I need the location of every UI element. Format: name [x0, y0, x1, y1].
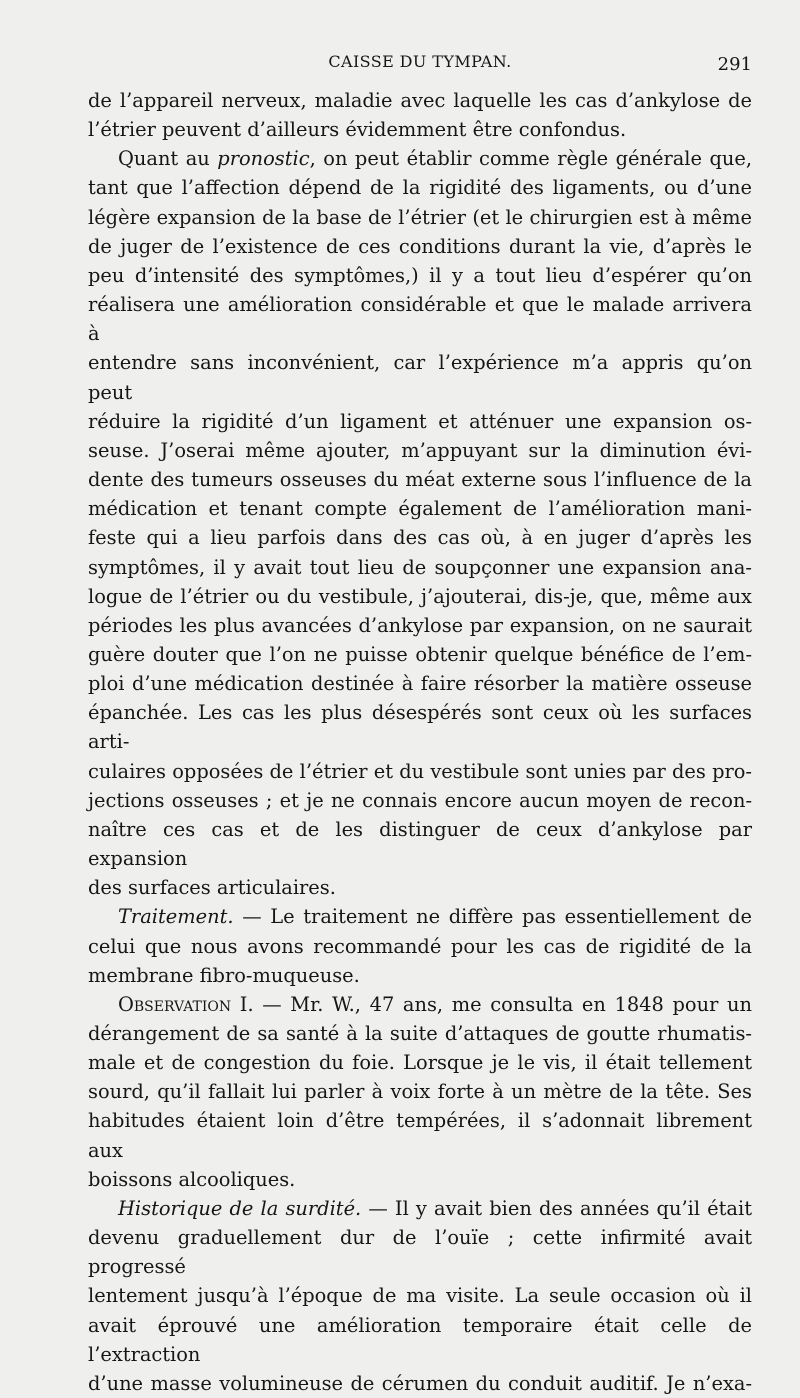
- text-line: celui que nous avons recommandé pour les cas de rigidité de la: [88, 934, 752, 958]
- text-line: d’une masse volumineuse de cérumen du conduit auditif. Je n’exa-: [88, 1371, 752, 1395]
- text-line: ploi d’une médication destinée à faire résorber la matière osseuse: [88, 672, 752, 696]
- text-line: l’étrier peuvent d’ailleurs évidemment être confondus.: [88, 118, 627, 142]
- text-line: [88, 990, 752, 1019]
- text-line: lentement jusqu’à l’époque de ma visite. La seule occasion où il: [88, 1284, 752, 1308]
- text-line: devenu graduellement dur de l’ouïe ; cette infirmité avait progressé: [88, 1226, 752, 1279]
- text-line: réalisera une amélioration considérable et que le malade arrivera à: [88, 293, 752, 346]
- text-line: seuse. J’oserai même ajouter, m’appuyant sur la diminution évi-: [88, 438, 752, 462]
- text-line: médication et tenant compte également de l’amélioration mani-: [88, 497, 752, 521]
- text-line: des surfaces articulaires.: [88, 876, 336, 900]
- text-segment: — Le traitement ne diffère pas essentiellement de: [233, 905, 752, 929]
- small-caps-heading: Observation I.: [118, 992, 254, 1016]
- text-line: épanchée. Les cas les plus désespérés sont ceux où les surfaces arti-: [88, 701, 752, 754]
- text-segment: — Mr. W., 47 ans, me consulta en 1848 pour un: [253, 992, 752, 1016]
- body-text: [88, 86, 752, 1398]
- text-line: symptômes, il y avait tout lieu de soupçonner une expansion ana-: [88, 555, 752, 579]
- text-segment: — Il y avait bien des années qu’il était: [361, 1196, 752, 1220]
- running-title: CAISSE DU TYMPAN.: [328, 52, 512, 71]
- text-line: de juger de l’existence de ces conditions durant la vie, d’après le: [88, 234, 752, 258]
- text-line: naître ces cas et de les distinguer de ceux d’ankylose par expansion: [88, 817, 752, 871]
- text-line: dérangement de sa santé à la suite d’attaques de goutte rhumatis-: [88, 1022, 752, 1045]
- text-segment: , on peut établir comme règle générale que,: [309, 147, 753, 171]
- text-line: avait éprouvé une amélioration temporaire était celle de l’extraction: [88, 1313, 752, 1366]
- text-line: feste qui a lieu parfois dans des cas où, à en juger d’après les: [88, 526, 752, 550]
- text-line: [88, 902, 752, 931]
- italic-term: pronostic: [217, 147, 310, 171]
- text-line: légère expansion de la base de l’étrier (et le chirurgien est à même: [88, 205, 752, 229]
- text-line: male et de congestion du foie. Lorsque je le vis, il était tellement: [88, 1051, 752, 1075]
- text-segment: Quant au: [118, 147, 218, 171]
- italic-term: Historique de la surdité.: [118, 1196, 362, 1220]
- text-line: jections osseuses ; et je ne connais encore aucun moyen de recon-: [88, 788, 752, 812]
- text-line: guère douter que l’on ne puisse obtenir quelque bénéfice de l’em-: [88, 642, 752, 666]
- text-line: tant que l’affection dépend de la rigidité des ligaments, ou d’une: [88, 176, 752, 200]
- text-line: réduire la rigidité d’un ligament et atténuer une expansion os-: [88, 409, 752, 433]
- text-line: périodes les plus avancées d’ankylose par expansion, on ne saurait: [88, 613, 752, 637]
- text-line: membrane fibro-muqueuse.: [88, 963, 360, 987]
- text-line: habitudes étaient loin d’être tempérées, il s’adonnait librement aux: [88, 1109, 752, 1162]
- text-line: culaires opposées de l’étrier et du vestibule sont unies par des pro-: [88, 759, 752, 783]
- text-line: [88, 144, 752, 173]
- text-line: sourd, qu’il fallait lui parler à voix forte à un mètre de la tête. Ses: [88, 1080, 752, 1104]
- text-line: de l’appareil nerveux, maladie avec laquelle les cas d’ankylose de: [88, 89, 752, 112]
- running-head: [88, 52, 752, 82]
- page-number: 291: [717, 54, 752, 75]
- italic-term: Traitement.: [118, 905, 234, 929]
- text-line: dente des tumeurs osseuses du méat externe sous l’influence de la: [88, 468, 752, 492]
- text-line: peu d’intensité des symptômes,) il y a tout lieu d’espérer qu’on: [88, 263, 752, 287]
- text-line: [88, 1194, 752, 1223]
- text-line: boissons alcooliques.: [88, 1167, 296, 1191]
- text-line: logue de l’étrier ou du vestibule, j’ajouterai, dis-je, que, même aux: [88, 584, 752, 608]
- text-line: entendre sans inconvénient, car l’expérience m’a appris qu’on peut: [88, 351, 752, 404]
